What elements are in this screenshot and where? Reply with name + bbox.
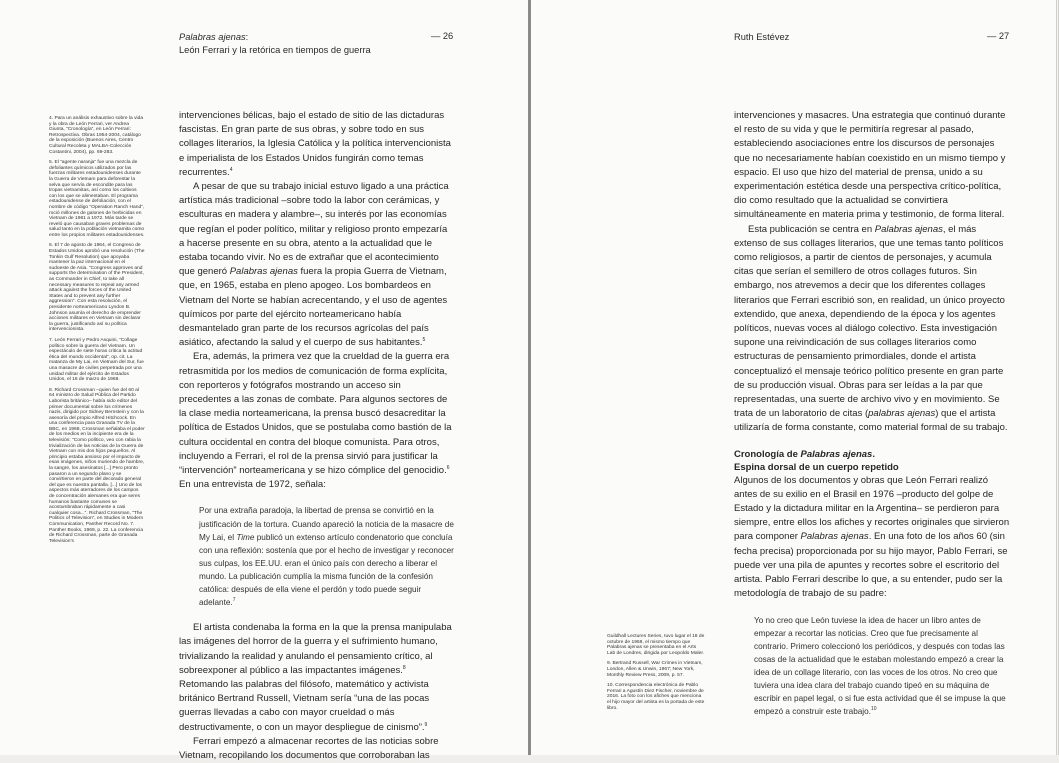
sidenotes-column	[607, 634, 705, 716]
footnote-4: 4. Para un análisis exhaustivo sobre la vida y la obra de León Ferrari, ver Andrea Giunta, “Cronología”, en León Ferrari: Retrospectiva. Obras 1954-2004, catálogo de la exposición (Buenos Aires, Centro Cultural Recoleta y MALBA-Colección Costantini, 2004), pp. 69-283.	[49, 116, 144, 155]
paragraph-text: El artista condenaba la forma en la que la prensa manipulaba las imágenes del horror de la guerra y el sufrimiento humano, trivializando la realidad y anulando el pensamiento crítico, al sobreexponer al público a las impactantes imágenes.	[179, 622, 452, 676]
block-quote	[734, 614, 1011, 719]
paragraph-text: intervenciones bélicas, bajo el estado de sitio de las dictaduras fascistas. En gran parte de sus obras, y sobre todo en sus collages literarios, la Iglesia Católica y la política intervencionista e imperialista de los Estados Unidos fungirán como temas recurrentes.	[179, 110, 451, 178]
running-header	[179, 31, 439, 57]
quote-text: Yo no creo que León tuviese la idea de hacer un libro antes de empezar a recortar las noticias. Creo que fue precisamente al contrario. Primero coleccionó los periódicos, y después con todas las cosas de la actualidad que le estaban molestando empezó a crear la idea de un collage literario, con las voces de los otros. No creo que tuviera una idea clara del trabajo cuando tipeó en su máquina de escribir en papel legal, o si fue esta actividad que él se impuse la que empezó a construir este trabajo.	[754, 615, 1006, 717]
paragraph	[179, 109, 455, 180]
footnote-ref: 10	[870, 706, 877, 713]
sidenotes-column	[49, 116, 145, 549]
paragraph	[179, 180, 455, 350]
running-header-author: Ruth Estévez	[734, 32, 790, 42]
work-title: Palabras ajenas	[800, 531, 869, 543]
paragraph-text: intervenciones y masacres. Una estrategia que continuó durante el resto de su vida y que le permitiría regresar al pasado, estableciendo asociaciones entre los discursos de personajes que no necesariamente habían coexistido en un mismo tiempo y espacio. El uso que hizo del material de prensa, unido a su experimentación estética desde una perspectiva crítico-política, dio como resultado que la actualidad se convirtiera simultáneamente en materia prima y testimonio, de forma literal.	[734, 110, 1006, 221]
paragraph-text: , el más extenso de sus collages literarios, que une temas tanto políticos como religiosos, a partir de cientos de personajes, y acumula citas que serían el semillero de otros collages futuros. Sin embargo, nos atrevemos a decir que los diferentes collages literarios que Ferrari escribió son, en realidad, un único proyecto extendido, que anexa, dependiendo de la época y los agentes políticos, nuevas voces al diálogo colectivo. Esta investigación supone una reivindicación de sus collages literarios como estructuras de pensamiento primordiales, donde el artista conceptualizó el mensaje teórico político presente en gran parte de su producción visual. Obras para ser leídas a la par que representadas, una suerte de archivo vivo y en movimiento. Se trata de un laboratorio de citas (	[734, 223, 1005, 420]
page-number: — 26	[431, 31, 454, 41]
footnote-ref: 5	[422, 337, 426, 344]
quote-text: Por una extraña paradoja, la libertad de prensa se convirtió en la justificación de la tortura. Cuando apareció la noticia de la masacre de My Lai, el	[199, 506, 454, 542]
paragraph	[734, 223, 1011, 436]
paragraph-text: A pesar de que su trabajo inicial estuvo ligado a una práctica artística más tradicional –sobre todo la labor con cerámicas, y esculturas en madera y alambre–, su interés por las economías que regían el poder político, militar y religioso pronto empezaría a hacerse presente en su obra, atento a la actualidad que le estaba tocando vivir. No es de extrañar que el acontecimiento que generó	[179, 181, 449, 278]
body-text	[179, 109, 455, 763]
paragraph-text: Ferrari empezó a almacenar recortes de las noticias sobre Vietnam, recopilando los documentos que corroboraban las	[179, 735, 439, 762]
footnote-5: 5. El “agente naranja” fue una mezcla de defoliantes químicos utilizados por las fuerzas militares estadounidenses durante la Guerra de Vietnam para deforestar la selva que servía de escondite para las tropas vietnamitas, así como los cultivos con los que se alimentaban. El programa estadounidense de defoliación, con el nombre de código “Operation Ranch Hand”, roció millones de galones de herbicidas en Vietnam de 1961 a 1972. Más tarde se reveló que causaban graves problemas de salud tanto en la población vietnamita como entre los propios militares estadounidenses.	[49, 160, 145, 238]
body-text	[734, 109, 1011, 718]
heading-text: Cronología de	[734, 448, 801, 460]
work-title: Palabras ajenas	[874, 223, 943, 235]
heading-text: .	[872, 448, 875, 460]
footnote-7: 7. León Ferrari y Pedro Asquini, “Collage político sobre la guerra del Vietnam. Un espectáculo de siete horas critica la actitud ética del mundo occidental”, op. cit. La matanza de My Lai, en Vietnam del Sur, fue una masacre de civiles perpetrada por una unidad militar del ejército de Estados Unidos, el 16 de marzo de 1968.	[49, 337, 144, 383]
paragraph-text: Retomando las palabras del filósofo, matemático y activista británico Bertrand Russell, Vietnam sería “una de las pocas guerras llevadas a cabo con mayor crueldad o más destructivamente, o con un mayor despliegue de cinismo”.	[179, 679, 430, 733]
paragraph	[734, 109, 1011, 223]
footnote-ref: 9	[424, 721, 428, 728]
footnote-8: 8. Richard Crossman –quien fue del 60 al 64 ministro de Salud Pública del Partido Laborista británico– había sido editor del primer documental sobre los crímenes nazis, dirigido por Sidney Bernstein y con la asesoría del propio Alfred Hitchcock. En una conferencia para Granada TV de la BBC, en 1968, Crossman señalaba el poder de los medios en la incipiente era de la televisión: “Como político, veo con rabia la trivialización de las noticias de la Guerra de Vietnam con mis dos hijos pequeños. Al principio estaba ansioso por el impacto de esas imágenes, niños muriendo de hambre, la sangre, los asesinatos [...] Pero pronto pasaron a un segundo plano y se convirtieron en parte del decorado general del que es nuestra pantalla. [...] Uno de los aspectos más aterradores de los campos de concentración alemanes era que seres humanos bastante comunes se acostumbraban rápidamente a casi cualquier cosa...”. Richard Crossman, “The Politics of Television”, en Studies in Modern Communication, Panther Record No. 7. Panther Books, 1969, p. 22. La conferencia de Richard Crossman, parte de Granada Television’s	[49, 387, 145, 544]
footnote-10: 10. Correspondencia electrónica de Pablo Ferrari a Agustín Diez Fischer, noviembre de 2016. La foto con los afiches que menciona el hijo mayor del artista es la portada de este libro.	[607, 683, 705, 711]
paragraph-text: Era, además, la primera vez que la crueldad de la guerra era retrasmitida por los medios de comunicación de forma explícita, con reporteros y fotógrafos mostrando un acceso sin precedentes a las zonas de combate. Para algunos sectores de la clase media norteamericana, la prensa buscó desacreditar la política de Estados Unidos, que se postulaba como bastión de la cultura occidental en contra del bloque comunista. Para otros, incluyendo a Ferrari, el rol de la prensa sirvió para justificar la “intervención” norteamericana y se hizo cómplice del genocidio.	[179, 351, 452, 477]
publication-title: Time	[236, 532, 255, 542]
paragraph	[179, 621, 455, 735]
header-colon: :	[245, 32, 249, 42]
work-title: Palabras ajenas	[229, 266, 298, 278]
footnote-ref: 8	[402, 664, 406, 671]
paragraph	[179, 735, 455, 763]
paragraph-text: . En una foto de los años 60 (sin fecha precisa) proporcionada por su hijo mayor, Pablo Ferrari, se puede ver una pila de apuntes y recortes sobre el escritorio del artista. Pablo Ferrari describe lo que, a su entender, pudo ser la metodología de trabajo de su padre:	[734, 531, 1008, 600]
header-subtitle: León Ferrari y la retórica en tiempos de guerra	[179, 45, 371, 55]
left-page	[0, 0, 528, 762]
paragraph-text: ) que el artista utilizaría de forma constante, como material formal de su trabajo.	[734, 408, 1008, 434]
work-title: palabras ajenas	[868, 408, 936, 420]
heading-work-title: Palabras ajenas	[800, 448, 873, 460]
footnote-ref: 4	[229, 166, 233, 173]
block-quote	[179, 504, 455, 609]
paragraph-text: En una entrevista de 1972, señala:	[179, 479, 326, 491]
paragraph-text: Algunos de los documentos y obras que León Ferrari realizó antes de su exilio en el Brasil en 1976 –producto del golpe de Estado y la dictadura militar en la Argentina– se perdieron para siempre, entre ellos los afiches y recortes originales que sirvieron para componer	[734, 474, 1010, 543]
section-subheading: Espina dorsal de un cuerpo repetido	[734, 461, 899, 473]
footnote-ref: 6	[446, 465, 450, 472]
footnote-6: 6. El 7 de agosto de 1964, el Congreso de Estados Unidos aprobó una resolución (The Tonkin Gulf Resolution) que apoyaba mantener la paz internacional en el sudoeste de Asia. “Congress approves and supports the determination of the President, as Commander in Chief, to take all necessary measures to repeal any armed attack against the forces of the United States and to prevent any further aggression”. Con esta resolución, el presidente norteamericano Lyndon B. Johnson asumía el derecho de emprender acciones militares en Vietnam sin declarar la guerra, justificando así su política intervencionista.	[49, 243, 145, 333]
right-page	[531, 0, 1059, 755]
section-heading	[734, 448, 1011, 461]
footnote-8-continued: Guildhall Lectures Series, tuvo lugar el 18 de octubre de 1968, el mismo tiempo que Palabras ajenas se presentaba en el Arts Lab de Londres, dirigida por Leopoldo Maler.	[607, 634, 705, 656]
quote-text: publicó un extenso artículo condenatorio que concluía con una reflexión: sostenía que por el hecho de investigar y reconocer sus culpas, los EE.UU. eran el único país con derecho a liberar el mundo. La publicación cumplía la misma función de la confesión católica: después de ella viene el perdón y todo puede seguir adelante.	[199, 532, 454, 608]
paragraph-text: fuera la propia Guerra de Vietnam, que, en 1965, estaba en pleno apogeo. Los bombardeos en Vietnam del Norte se habían acrecentando, y el uso de agentes químicos por parte del ejército norteamericano había desmantelado gran parte de los recursos agrícolas del país asiático, afectando la salud y el cuerpo de sus habitantes.	[179, 266, 448, 349]
page-number: — 27	[987, 31, 1010, 41]
paragraph	[179, 350, 455, 492]
header-title: Palabras ajenas	[179, 32, 246, 42]
footnote-9: 9. Bertrand Russell, War Crimes in Vietnam, London, Allen & Unwin, 1967; New York, Monthly Review Press, 2009, p. 57.	[607, 661, 703, 678]
paragraph	[734, 474, 1011, 602]
paragraph-text: Esta publicación se centra en	[748, 223, 875, 235]
footnote-ref: 7	[232, 597, 236, 604]
